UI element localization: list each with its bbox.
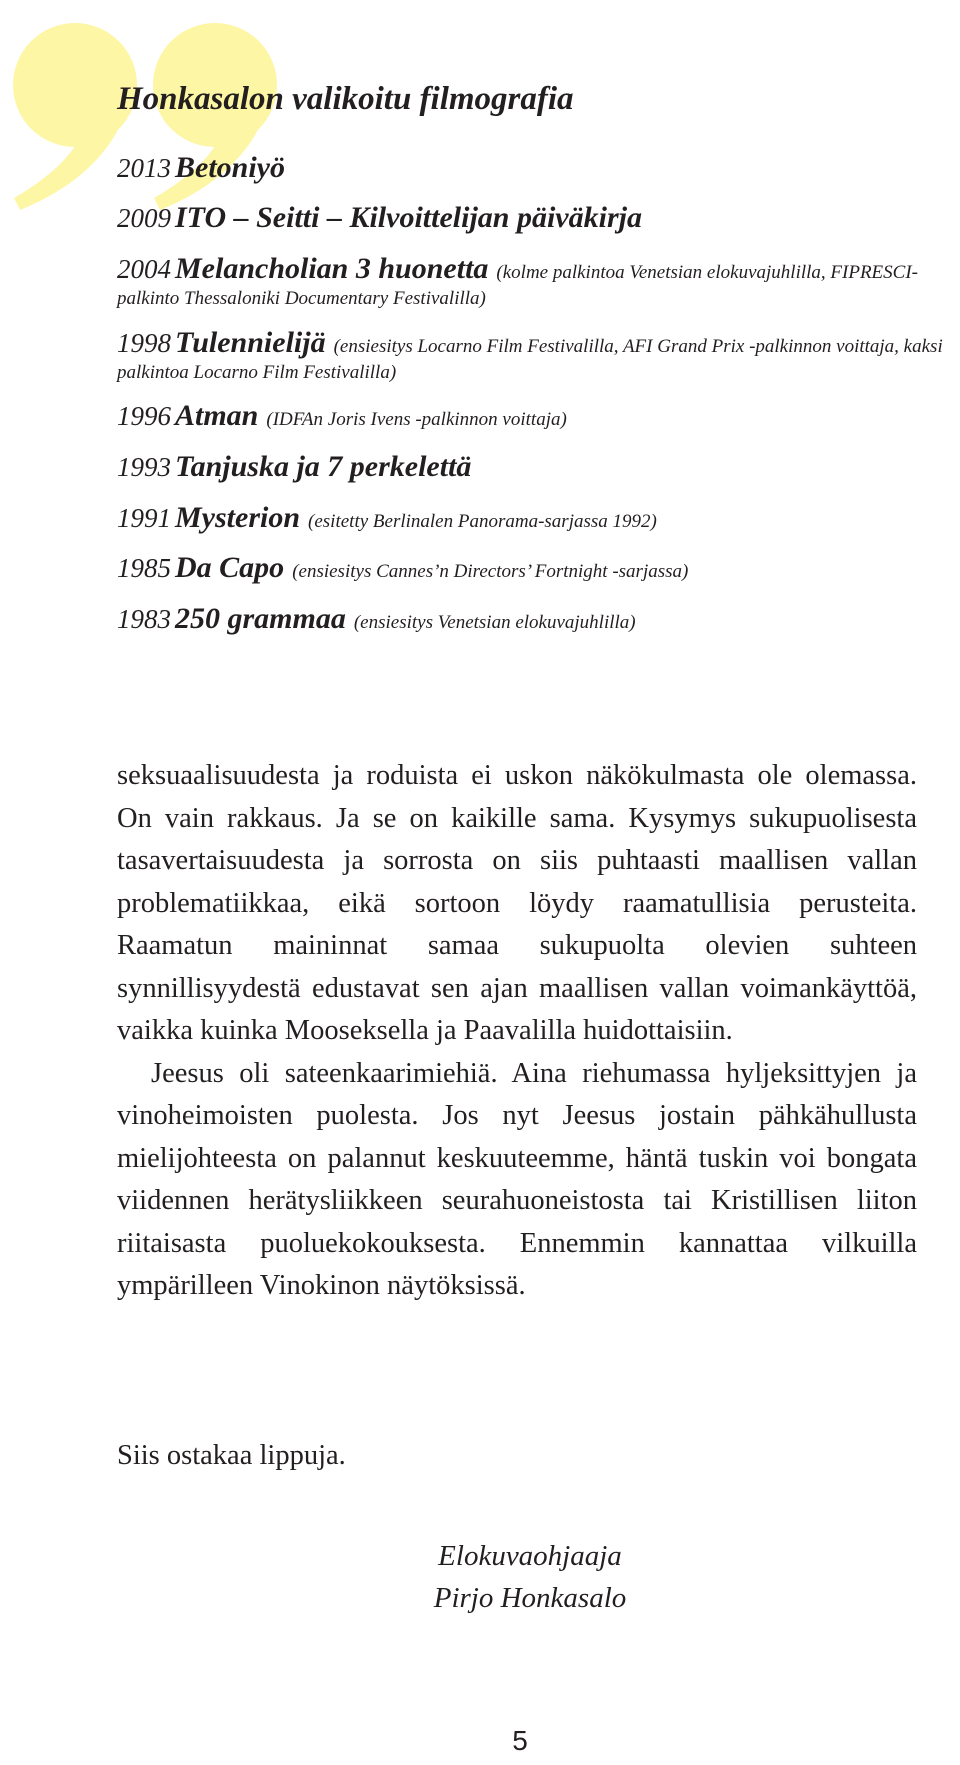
entry-film-title: 250 grammaa	[175, 601, 346, 635]
entry-film-title: Mysterion	[175, 500, 301, 534]
filmography-entry	[117, 251, 957, 311]
entry-film-title: Tulennielijä	[175, 325, 326, 359]
entry-year: 1991	[117, 502, 171, 533]
entry-note: (ensiesitys Locarno Film Festivalilla, AFI Grand Prix -palkinnon voittaja, kaksi palkintoa Locarno Film Festivalilla)	[117, 335, 943, 384]
essay-paragraph: Jeesus oli sateenkaarimiehiä. Aina riehumassa hyljeksittyjen ja vinoheimoisten puolesta. Jos nyt Jeesus jostain pähkähullusta mielijohteesta on palannut keskuuteemme, häntä tuskin voi bongata viidennen herätysliikkeen seurahuoneistosta tai Kristillisen liiton riitaisasta puoluekokouksesta. Ennemmin kannattaa vilkuilla ympärilleen Vinokinon näytöksissä.	[117, 1057, 917, 1301]
filmography-entry	[117, 601, 957, 638]
filmography-title: Honkasalon valikoitu filmografia	[117, 81, 574, 117]
entry-film-title: Melancholian 3 huonetta	[175, 251, 489, 285]
entry-note: (ensiesitys Cannes’n Directors’ Fortnight -sarjassa)	[292, 561, 689, 583]
entry-note: (kolme palkintoa Venetsian elokuvajuhlilla, FIPRESCI-palkinto Thessaloniki Documentary Festivalilla)	[117, 261, 918, 310]
filmography-entry	[117, 550, 957, 587]
entry-year: 1985	[117, 553, 171, 584]
entry-film-title: ITO – Seitti – Kilvoittelijan päiväkirja	[175, 201, 642, 235]
entry-year: 2004	[117, 253, 171, 284]
closing-line: Siis ostakaa lippuja.	[117, 1440, 346, 1471]
entry-year: 2013	[117, 152, 171, 183]
signature	[400, 1535, 660, 1619]
entry-year: 1993	[117, 451, 171, 482]
entry-year: 1998	[117, 327, 171, 358]
page-number: 5	[512, 1725, 528, 1756]
entry-film-title: Atman	[175, 399, 259, 433]
filmography-entry	[117, 200, 957, 237]
entry-note: (esitetty Berlinalen Panorama-sarjassa 1992)	[308, 510, 657, 532]
filmography-entry	[117, 325, 957, 385]
signature-role: Elokuvaohjaaja	[438, 1540, 622, 1572]
filmography-entry	[117, 398, 957, 435]
filmography-entry	[117, 449, 957, 486]
filmography-entry	[117, 150, 957, 187]
filmography-section	[117, 80, 957, 651]
entry-year: 1983	[117, 603, 171, 634]
entry-film-title: Tanjuska ja 7 perkelettä	[175, 449, 472, 483]
filmography-list	[117, 150, 957, 638]
entry-film-title: Betoniyö	[175, 150, 285, 184]
entry-year: 2009	[117, 203, 171, 234]
entry-film-title: Da Capo	[175, 551, 285, 585]
entry-note: (IDFAn Joris Ivens -palkinnon voittaja)	[266, 409, 567, 431]
essay-paragraph: seksuaalisuudesta ja roduista ei uskon näkökulmasta ole olemassa. On vain rakkaus. Ja se on kaikille sama. Kysymys sukupuolisesta tasavertaisuudesta ja sorrosta on siis puhtaasti maallisen vallan problematiikkaa, eikä sortoon löydy raamatullisia perusteita. Raamatun maininnat samaa sukupuolta olevien suhteen synnillisyydestä edustavat sen ajan maallisen vallan voimankäyttöä, vaikka kuinka Mooseksella ja Paavalilla huidottaisiin.	[117, 760, 917, 1046]
entry-note: (ensiesitys Venetsian elokuvajuhlilla)	[353, 611, 636, 633]
essay-text	[117, 755, 917, 1308]
signature-name: Pirjo Honkasalo	[433, 1582, 627, 1614]
filmography-entry	[117, 500, 957, 537]
entry-year: 1996	[117, 401, 171, 432]
